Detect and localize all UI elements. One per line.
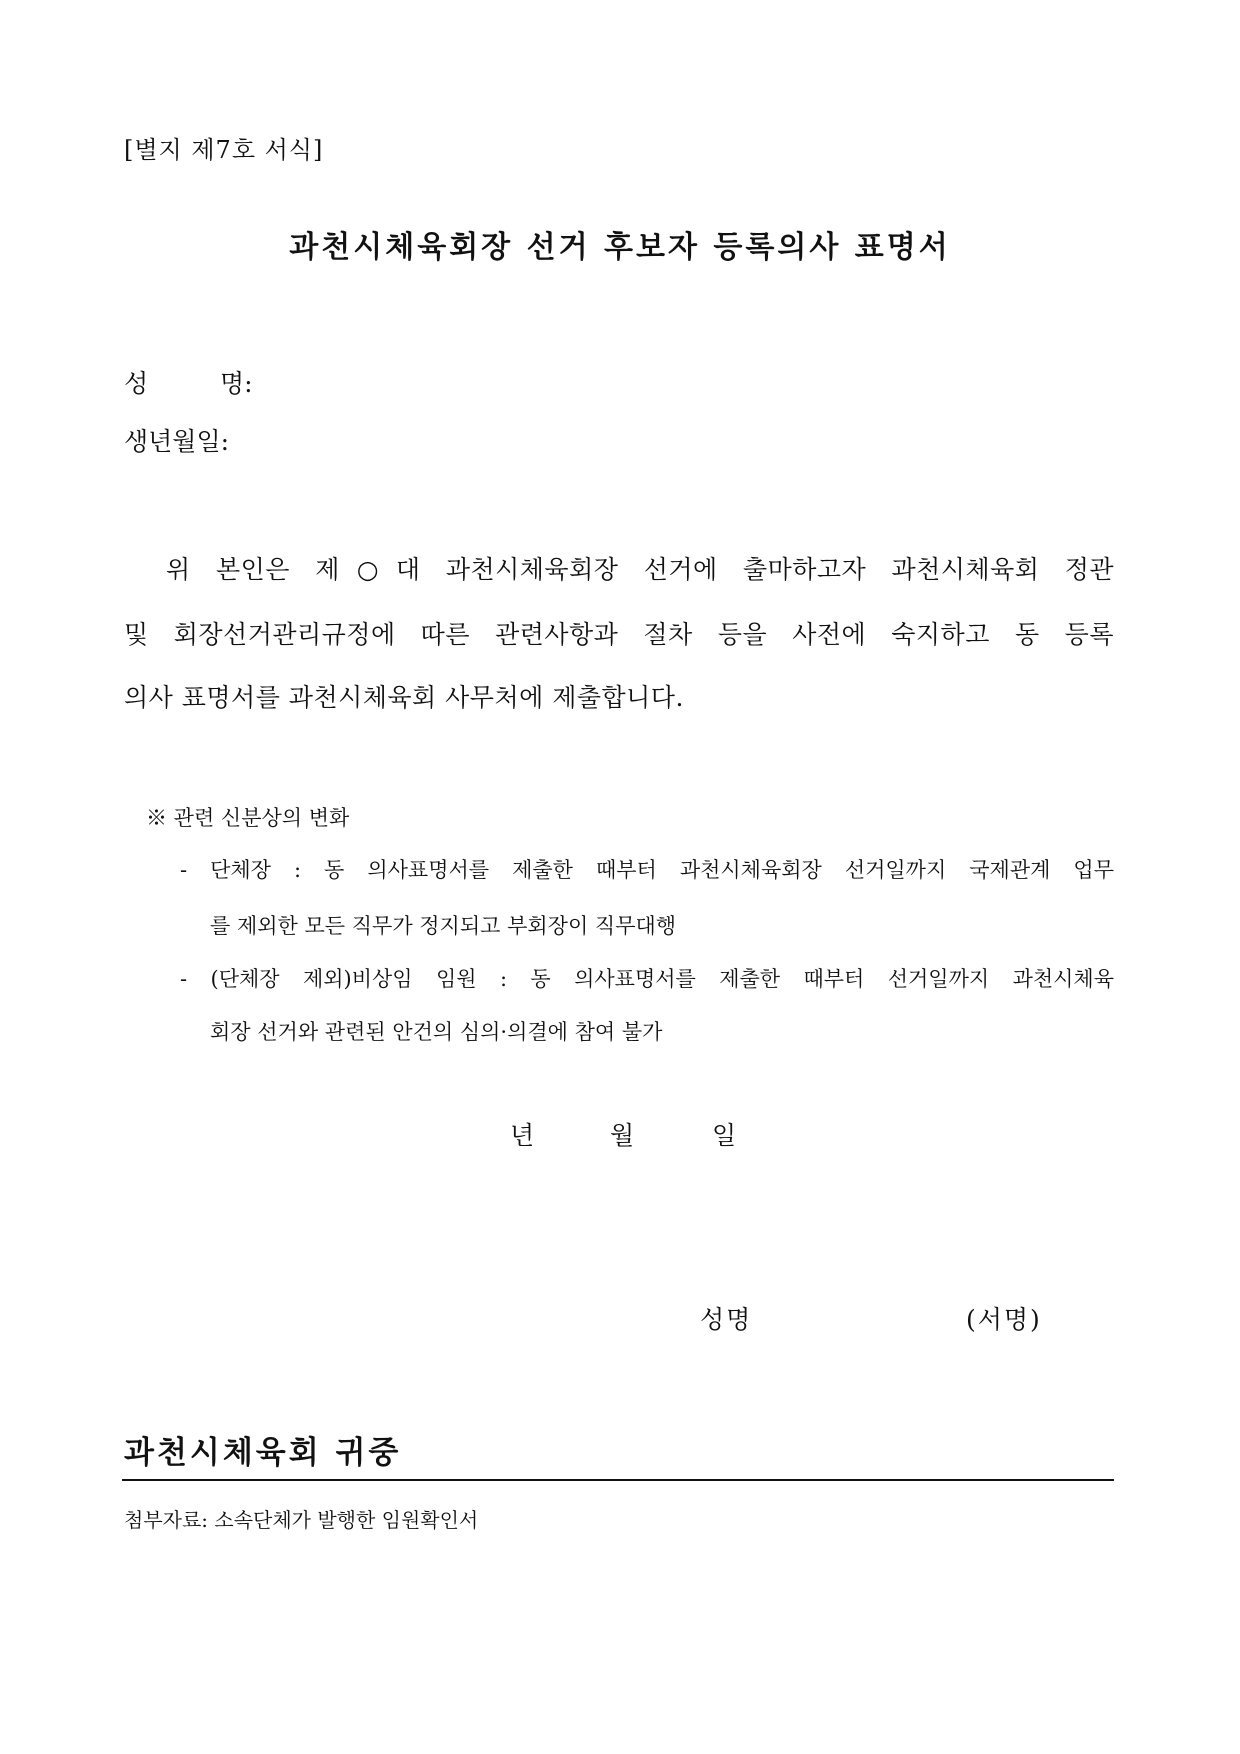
body-paragraph-line-3: 의사 표명서를 과천시체육회 사무처에 제출합니다. (124, 683, 684, 712)
form-number: [별지 제7호 서식] (124, 136, 324, 164)
body-paragraph-line-2: 및 회장선거관리규정에 따른 관련사항과 절차 등을 사전에 숙지하고 동 등록 (124, 620, 1114, 649)
body-paragraph-line-1: 위 본인은 제○대 과천시체육회장 선거에 출마하고자 과천시체육회 정관 (166, 555, 1114, 584)
birth-date-label: 생년월일: (124, 427, 230, 456)
document-title: 과천시체육회장 선거 후보자 등록의사 표명서 (289, 230, 951, 265)
note-item-1-line-2: 를 제외한 모든 직무가 정지되고 부회장이 직무대행 (210, 914, 677, 938)
name-field-label (124, 364, 253, 400)
date-day-label: 일 (712, 1121, 737, 1150)
date-month-label: 월 (610, 1121, 635, 1150)
notes-heading: ※ 관련 신분상의 변화 (146, 806, 350, 830)
signer-name-label: 성명 (700, 1305, 753, 1334)
divider-rule (122, 1479, 1114, 1481)
note-item-2-line-1: - (단체장 제외)비상임 임원 : 동 의사표명서를 제출한 때부터 선거일까지 과천시체육 (180, 967, 1114, 991)
note-item-1-line-1: - 단체장 : 동 의사표명서를 제출한 때부터 과천시체육회장 선거일까지 국제관계 업무 (180, 858, 1114, 882)
name-label-part2: 명: (220, 369, 253, 398)
note-item-2-line-2: 회장 선거와 관련된 안건의 심의·의결에 참여 불가 (210, 1020, 663, 1044)
recipient-line: 과천시체육회 귀중 (124, 1435, 402, 1471)
date-year-label: 년 (510, 1121, 535, 1150)
name-label-part1: 성 (124, 369, 149, 398)
signature-label: (서명) (966, 1305, 1042, 1334)
attachment-note: 첨부자료: 소속단체가 발행한 임원확인서 (124, 1508, 479, 1532)
